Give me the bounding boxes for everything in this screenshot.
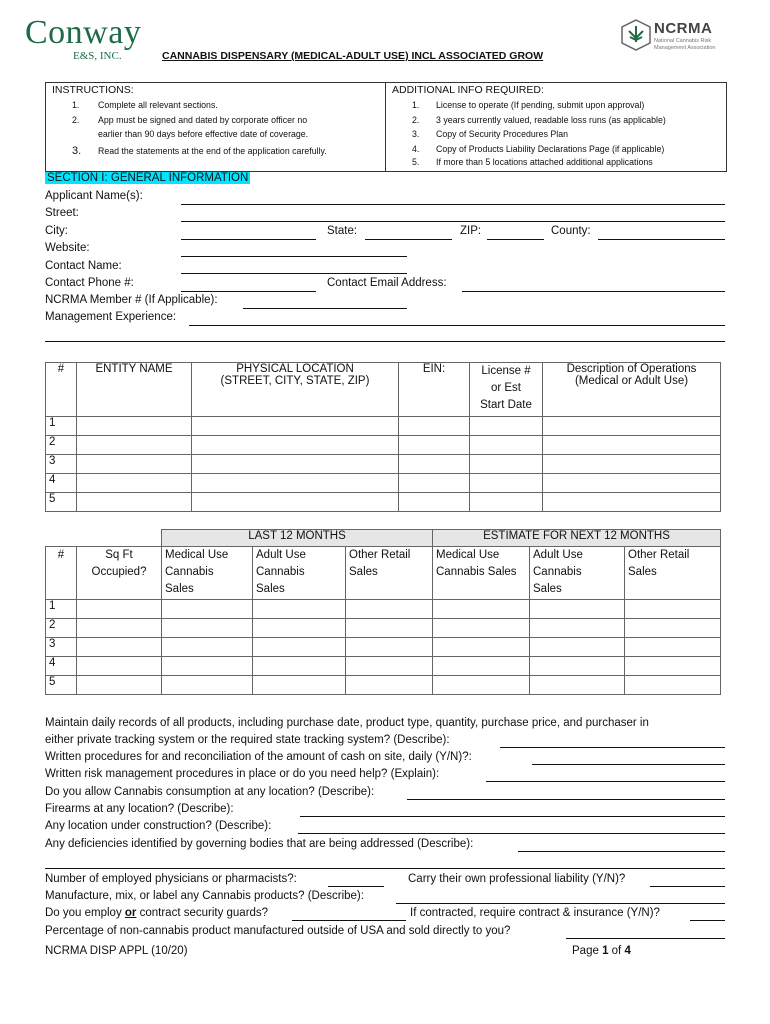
risk-management-field[interactable] [486, 781, 725, 782]
list-item: 3. Copy of Security Procedures Plan [412, 129, 569, 139]
table-row: 3 [46, 455, 721, 474]
mgmt-field-line2[interactable] [45, 341, 725, 342]
list-item: 2. 3 years currently valued, readable loss runs (as applicable) [412, 114, 666, 125]
q-cash-procedures: Written procedures for and reconciliation of the amount of cash on site, daily (Y/N)?: [45, 751, 472, 763]
zip-field[interactable] [487, 239, 544, 240]
manufacture-field[interactable] [396, 903, 725, 904]
q-deficiencies: Any deficiencies identified by governing bodies that are being addressed (Describe): [45, 838, 474, 850]
group-next-12: ESTIMATE FOR NEXT 12 MONTHS [433, 530, 721, 547]
ncrma-name: NCRMA [654, 20, 713, 37]
table-row: 1 [46, 417, 721, 436]
county-label: County: [551, 225, 591, 237]
sales-table [45, 529, 721, 695]
street-label: Street: [45, 207, 79, 219]
table-header-row [46, 363, 721, 417]
contact-phone-label: Contact Phone #: [45, 277, 134, 289]
q-physicians: Number of employed physicians or pharmacists?: [45, 873, 297, 885]
table-row: 4 [46, 474, 721, 493]
zip-label: ZIP: [460, 225, 482, 237]
table-row: 3 [46, 638, 721, 657]
table-row: 5 [46, 676, 721, 695]
instructions-heading: INSTRUCTIONS: [52, 84, 134, 96]
cash-procedures-field[interactable] [532, 764, 725, 765]
city-label: City: [45, 225, 68, 237]
col-ein: EIN: [399, 363, 470, 417]
applicant-field[interactable] [181, 204, 725, 205]
list-item: 5. If more than 5 locations attached additional applications [412, 157, 653, 167]
city-field[interactable] [181, 239, 316, 240]
contract-insurance-field[interactable] [690, 920, 725, 921]
ncrma-tagline: National Cannabis Risk Management Association [654, 38, 716, 51]
list-item: earlier than 90 days before effective date of coverage. [98, 129, 309, 139]
entity-table [45, 362, 721, 512]
contact-phone-field[interactable] [181, 291, 316, 292]
list-item: 1. License to operate (If pending, submit upon approval) [412, 100, 645, 110]
daily-records-field[interactable] [500, 747, 725, 748]
state-label: State: [327, 225, 358, 237]
q-daily-records-2: either private tracking system or the required state tracking system? (Describe): [45, 734, 450, 746]
table-row: 5 [46, 493, 721, 512]
street-field[interactable] [181, 221, 725, 222]
cannabis-leaf-icon [620, 18, 652, 52]
document-title: CANNABIS DISPENSARY (MEDICAL-ADULT USE) INCL ASSOCIATED GROW [162, 50, 544, 62]
col-description: Description of Operations (Medical or Adult Use) [543, 363, 721, 417]
q-firearms: Firearms at any location? (Describe): [45, 803, 234, 815]
contact-email-label: Contact Email Address: [327, 277, 447, 289]
q-contract-insurance: If contracted, require contract & insurance (Y/N)? [410, 907, 660, 919]
state-field[interactable] [365, 239, 452, 240]
table-row: 2 [46, 619, 721, 638]
contact-email-field[interactable] [462, 291, 725, 292]
list-item: 3. Read the statements at the end of the application carefully. [72, 144, 327, 157]
additional-list [412, 98, 722, 170]
section-title: SECTION I: GENERAL INFORMATION [47, 172, 249, 184]
table-group-row [46, 530, 721, 547]
col-entity: ENTITY NAME [77, 363, 192, 417]
contact-name-field[interactable] [181, 273, 407, 274]
website-label: Website: [45, 242, 90, 254]
q-consumption: Do you allow Cannabis consumption at any location? (Describe): [45, 786, 375, 798]
deficiencies-field[interactable] [518, 851, 725, 852]
firearms-field[interactable] [300, 816, 725, 817]
q-non-cannabis-pct: Percentage of non-cannabis product manufactured outside of USA and sold directly to you? [45, 925, 511, 937]
q-manufacture: Manufacture, mix, or label any Cannabis products? (Describe): [45, 890, 364, 902]
group-last-12: LAST 12 MONTHS [162, 530, 433, 547]
conway-logo-sub: E&S, INC. [73, 50, 122, 62]
list-item: 4. Copy of Products Liability Declarations Page (if applicable) [412, 143, 665, 154]
list-item: 1. Complete all relevant sections. [72, 100, 218, 110]
instructions-list [72, 98, 382, 158]
contact-name-label: Contact Name: [45, 260, 122, 272]
form-id: NCRMA DISP APPL (10/20) [45, 945, 188, 957]
member-field[interactable] [243, 308, 407, 309]
list-item: 2. App must be signed and dated by corporate officer no [72, 114, 308, 125]
q-daily-records: Maintain daily records of all products, including purchase date, product type, quantity, purchase price, and purchaser in [45, 717, 649, 729]
col-license: License # or Est Start Date [470, 363, 543, 417]
security-guards-field[interactable] [292, 920, 406, 921]
county-field[interactable] [598, 239, 725, 240]
website-field[interactable] [181, 256, 407, 257]
member-label: NCRMA Member # (If Applicable): [45, 294, 218, 306]
q-security-guards: Do you employ or contract security guards? [45, 907, 269, 919]
col-num: # [46, 363, 77, 417]
construction-field[interactable] [298, 833, 725, 834]
deficiencies-field-line2[interactable] [45, 868, 725, 869]
q-professional-liability: Carry their own professional liability (Y/N)? [408, 873, 626, 885]
mgmt-label: Management Experience: [45, 311, 177, 323]
page-number: Page 1 of 4 [572, 945, 631, 957]
table-header-row: # Sq Ft Occupied? Medical Use Cannabis Sales Adult Use Cannabis Sales Other Retail Sales Medical Use Cannabis Sales Adult Use Cannabis Sales Other Retail Sales [46, 547, 721, 600]
box-divider [385, 82, 386, 171]
applicant-label: Applicant Name(s): [45, 190, 143, 202]
table-row: 2 [46, 436, 721, 455]
q-construction: Any location under construction? (Describe): [45, 820, 272, 832]
consumption-field[interactable] [407, 799, 725, 800]
non-cannabis-pct-field[interactable] [566, 938, 725, 939]
professional-liability-field[interactable] [650, 886, 725, 887]
q-risk-management: Written risk management procedures in place or do you need help? (Explain): [45, 768, 440, 780]
mgmt-field[interactable] [189, 325, 725, 326]
physicians-field[interactable] [328, 886, 384, 887]
additional-heading: ADDITIONAL INFO REQUIRED: [392, 84, 544, 96]
col-location: PHYSICAL LOCATION (STREET, CITY, STATE, ZIP) [192, 363, 399, 417]
conway-logo-text: Conway [25, 14, 142, 51]
table-row: 1 [46, 600, 721, 619]
table-row: 4 [46, 657, 721, 676]
